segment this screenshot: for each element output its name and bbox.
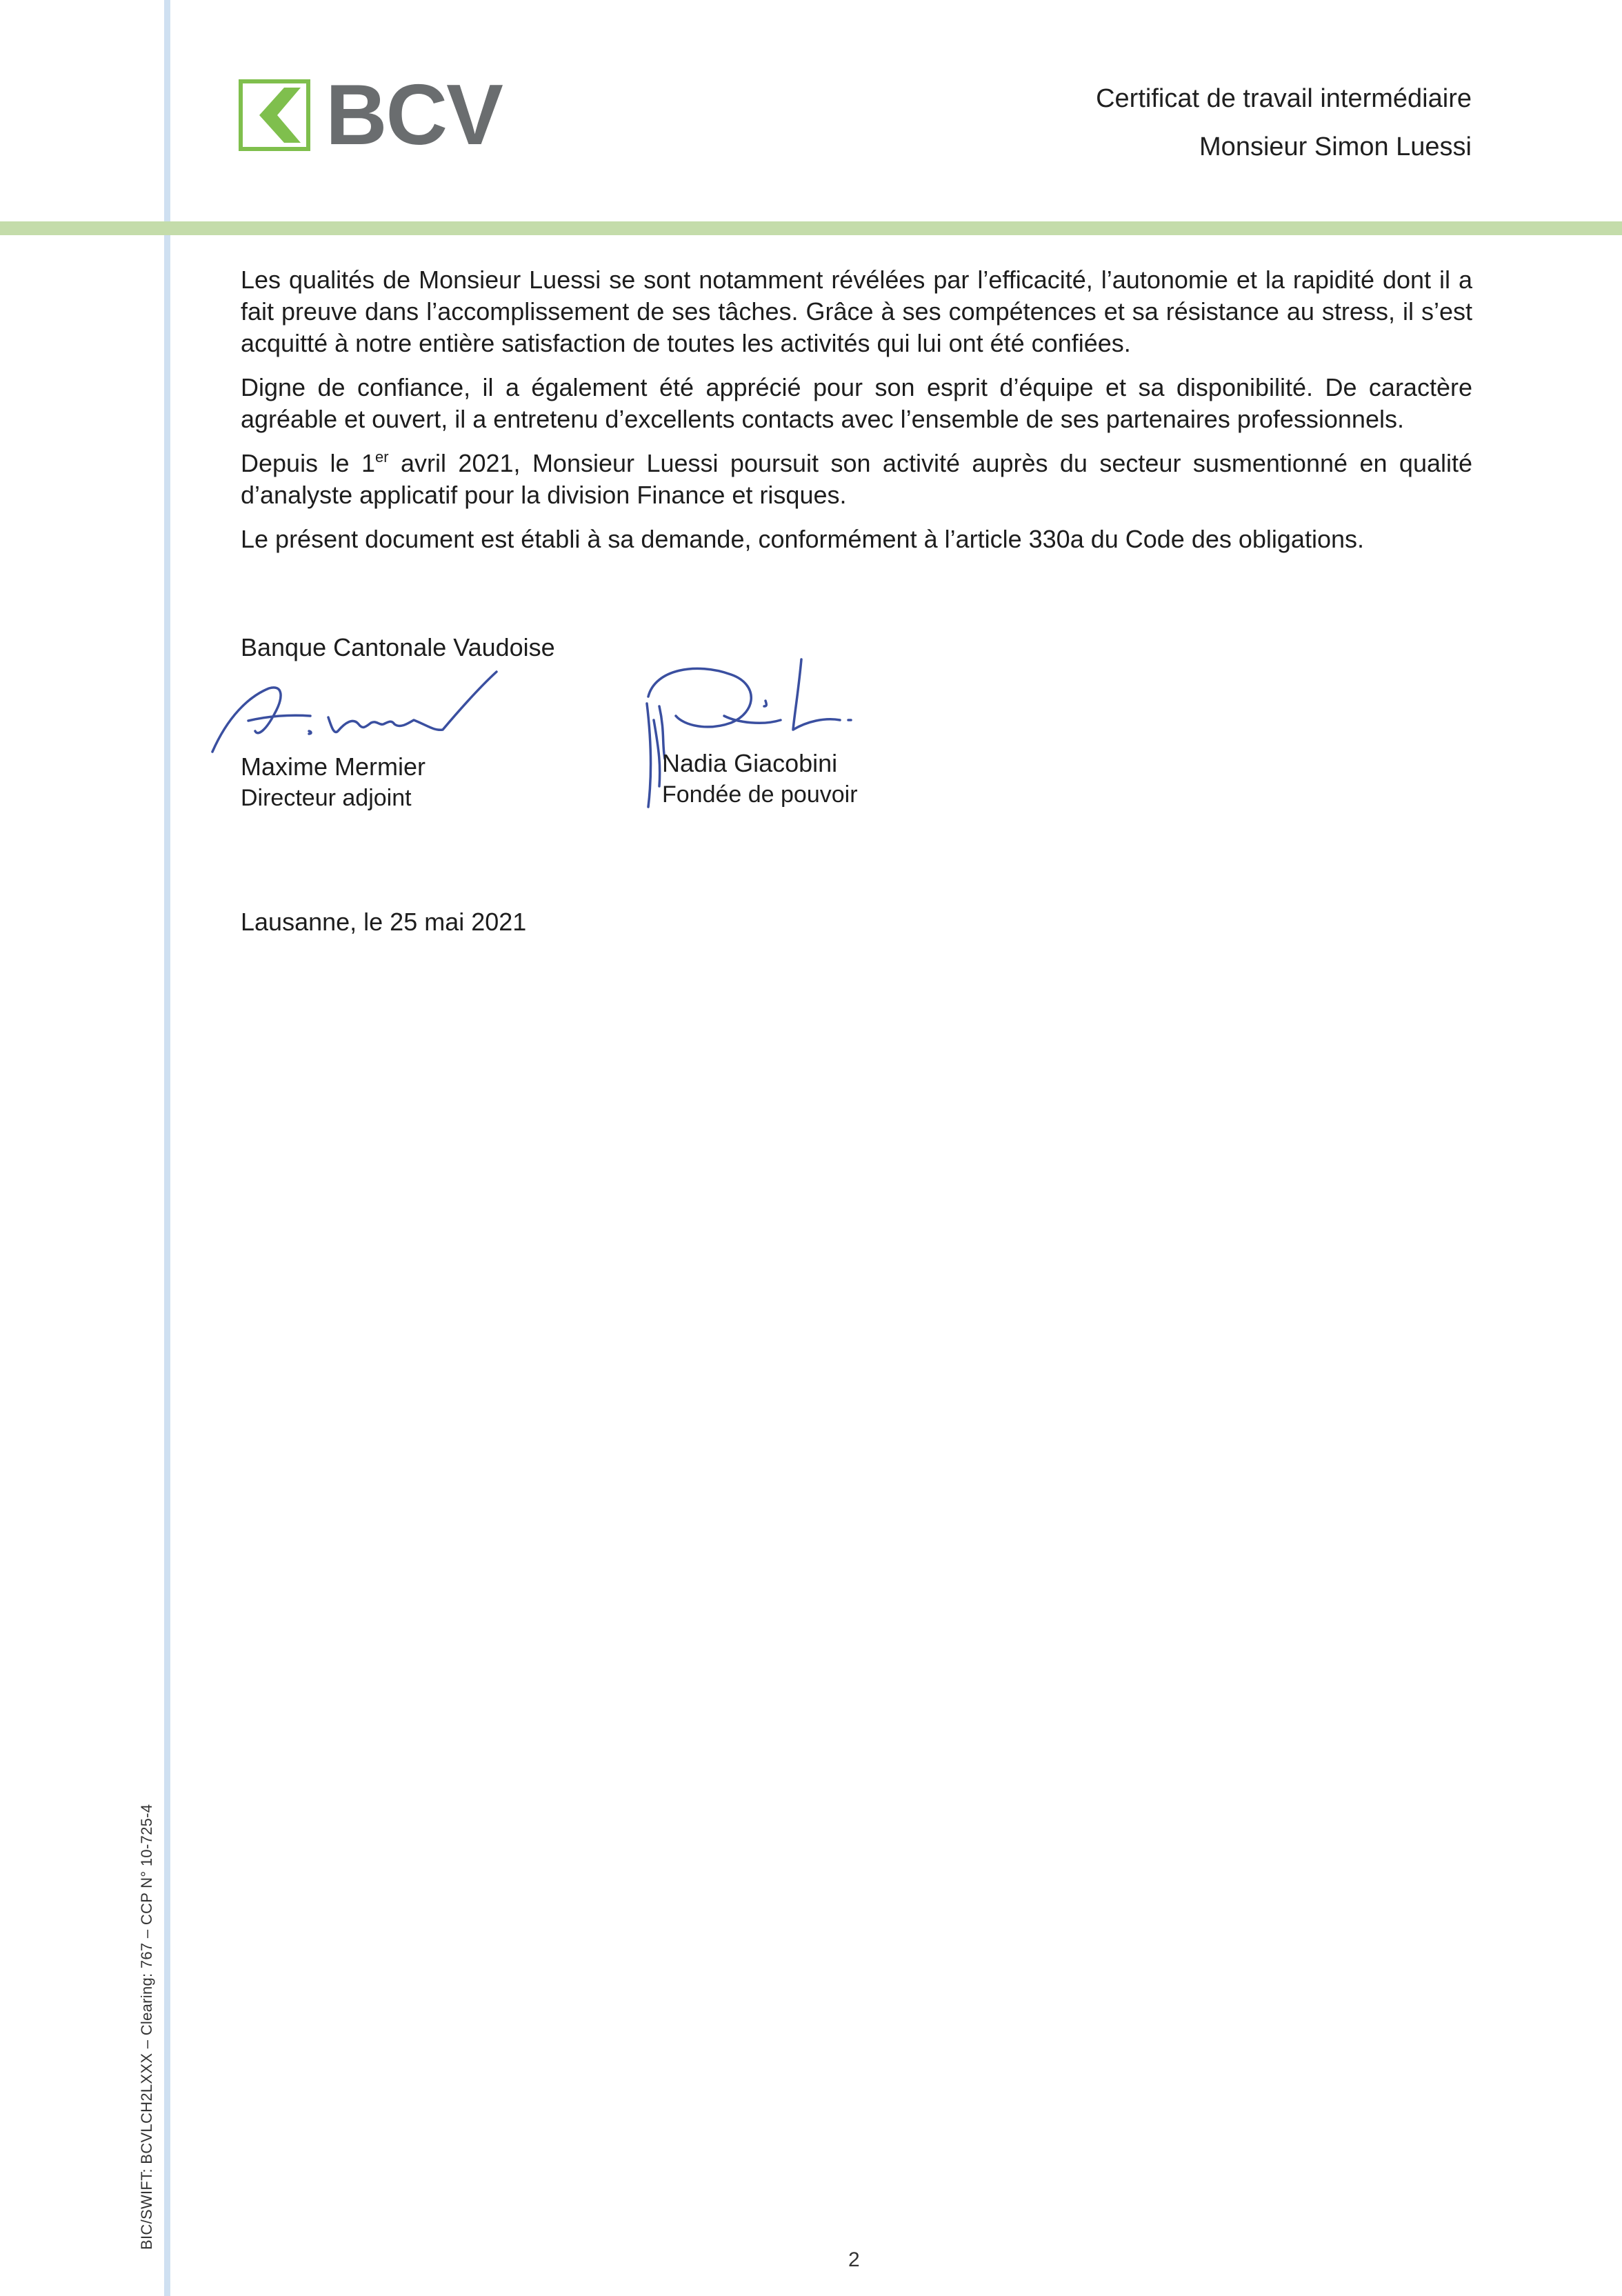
document-title: Certificat de travail intermédiaire [1096,84,1472,113]
certificate-body [241,264,1472,568]
signer-name: Nadia Giacobini [662,749,838,777]
place-and-date: Lausanne, le 25 mai 2021 [241,908,527,936]
signer-nadia-giacobini [662,748,858,810]
paragraph-text: avril 2021, Monsieur Luessi poursuit son activité auprès du secteur susmentionné en qualité d’analyste applicatif pour la division Finance et risques. [241,449,1473,509]
page-number: 2 [848,2248,860,2271]
paragraph-text: Depuis le 1 [241,449,375,477]
paragraph: Digne de confiance, il a également été apprécié pour son esprit d’équipe et sa disponibilité. De caractère agréable et ouvert, il a entretenu d’excellents contacts avec l’ensemble de ses partenaires professionnels. [241,373,1472,433]
bcv-logo [239,68,502,163]
bank-name: Banque Cantonale Vaudoise [241,633,555,661]
bank-details-footer: BIC/SWIFT: BCVLCH2LXXX – Clearing: 767 – CCP N° 10-725-4 [138,1804,155,2250]
paragraph [241,448,1472,511]
signer-role: Directeur adjoint [241,785,412,811]
paragraph: Les qualités de Monsieur Luessi se sont notamment révélées par l’efficacité, l’autonomie et la rapidité dont il a fait preuve dans l’accomplissement de ses tâches. Grâce à ses compétences et sa résistance au stress, il s’est acquitté à notre entière satisfaction de toutes les activités qui lui ont été confiées. [241,266,1472,357]
signer-name: Maxime Mermier [241,752,426,781]
header-band [0,221,1622,235]
ordinal-suffix: er [374,448,389,466]
signer-maxime-mermier [241,751,425,813]
recipient-name: Monsieur Simon Luessi [1199,132,1472,161]
signer-role: Fondée de pouvoir [662,781,858,808]
bcv-logo-mark-icon [239,79,310,151]
document-header [1096,74,1472,171]
left-margin-line [164,0,170,2296]
paragraph: Le présent document est établi à sa demande, conformément à l’article 330a du Code des obligations. [241,525,1364,553]
logo-text: BCV [326,68,502,163]
